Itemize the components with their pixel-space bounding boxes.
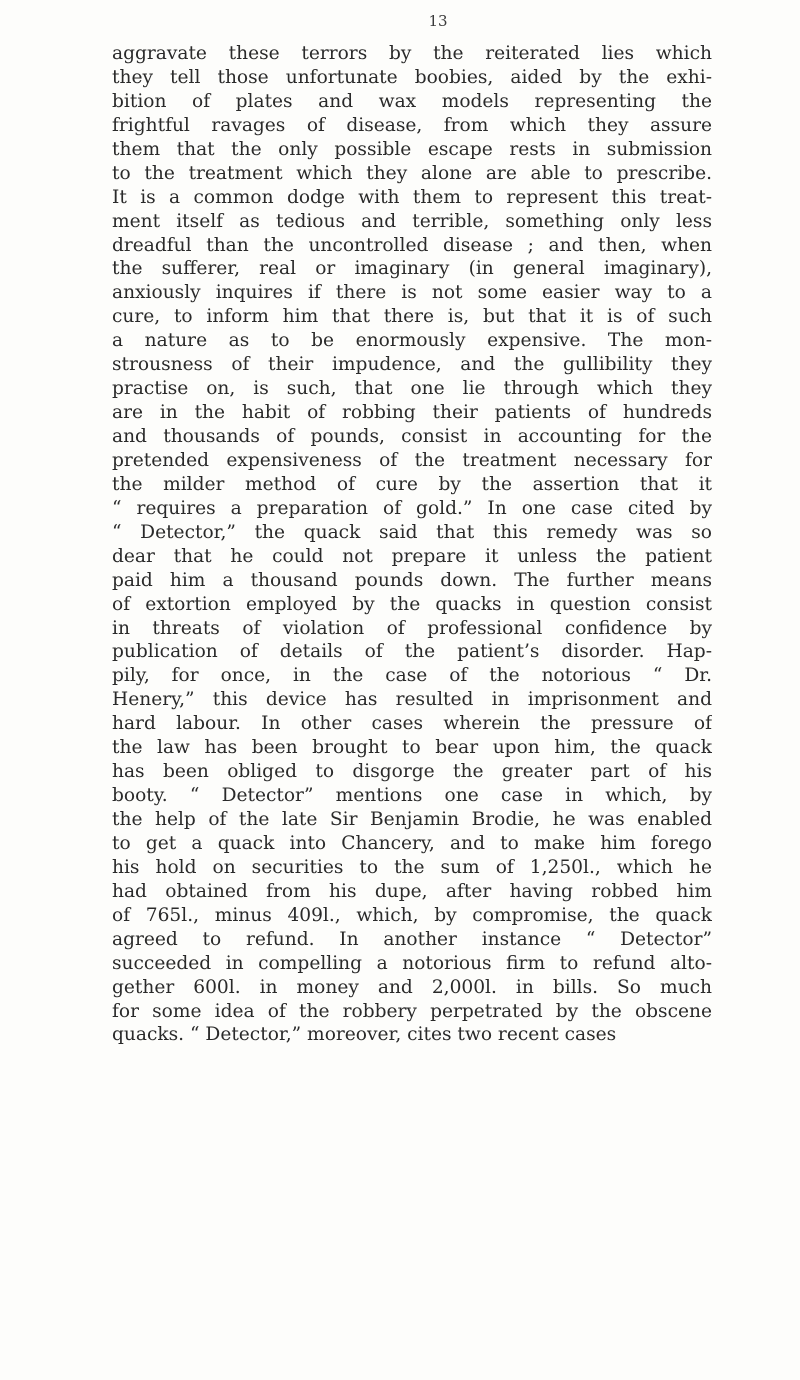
text-line: gether 600l. in money and 2,000l. in bills. So much	[112, 976, 712, 998]
text-line: are in the habit of robbing their patients of hundreds	[112, 402, 712, 424]
text-line: “ Detector,” the quack said that this remedy was so	[112, 521, 712, 543]
text-line: for some idea of the robbery perpetrated by the obscene	[112, 1000, 712, 1022]
text-line: aggravate these terrors by the reiterated lies which	[112, 43, 712, 64]
text-line: pretended expensiveness of the treatment necessary for	[112, 449, 712, 471]
text-line: a nature as to be enormously expensive. The mon-	[112, 330, 712, 352]
text-line: strousness of their impudence, and the gullibility they	[112, 354, 712, 376]
text-line: hard labour. In other cases wherein the pressure of	[112, 713, 712, 735]
text-line: of extortion employed by the quacks in question consist	[112, 593, 712, 615]
text-line: booty. “ Detector” mentions one case in which, by	[112, 785, 712, 807]
text-line: anxiously inquires if there is not some easier way to a	[112, 282, 712, 304]
text-line: of 765l., minus 409l., which, by compromise, the quack	[112, 904, 712, 926]
text-line: to get a quack into Chancery, and to make him forego	[112, 832, 712, 854]
text-line: had obtained from his dupe, after having robbed him	[112, 880, 712, 902]
text-line: to the treatment which they alone are able to prescribe.	[112, 162, 712, 184]
text-line: It is a common dodge with them to represent this treat-	[112, 186, 712, 208]
text-line: has been obliged to disgorge the greater part of his	[112, 761, 712, 783]
text-line: agreed to refund. In another instance “ Detector”	[112, 928, 712, 950]
text-line: frightful ravages of disease, from which they assure	[112, 114, 712, 136]
text-line: quacks. “ Detector,” moreover, cites two recent cases	[112, 1024, 617, 1046]
text-line: succeeded in compelling a notorious firm to refund alto-	[112, 952, 712, 974]
text-line: practise on, is such, that one lie through which they	[112, 378, 712, 400]
text-line: ment itself as tedious and terrible, something only less	[112, 210, 712, 232]
text-line: the milder method of cure by the assertion that it	[112, 473, 712, 495]
text-line: publication of details of the patient’s disorder. Hap-	[112, 641, 712, 663]
text-line: in threats of violation of professional confidence by	[112, 617, 712, 639]
text-line: dreadful than the uncontrolled disease ; and then, when	[112, 234, 712, 256]
page-number: 13	[428, 12, 448, 30]
text-line: them that the only possible escape rests in submission	[112, 138, 712, 160]
text-line: cure, to inform him that there is, but that it is of such	[112, 306, 712, 328]
text-line: dear that he could not prepare it unless the patient	[112, 545, 712, 567]
text-line: bition of plates and wax models representing the	[112, 90, 712, 112]
text-line: the sufferer, real or imaginary (in general imaginary),	[112, 258, 712, 280]
text-line: paid him a thousand pounds down. The further means	[112, 569, 712, 591]
text-line: Henery,” this device has resulted in imprisonment and	[112, 689, 712, 711]
body-text	[112, 42, 712, 1047]
text-line: and thousands of pounds, consist in accounting for the	[112, 426, 712, 447]
text-line: the help of the late Sir Benjamin Brodie, he was enabled	[112, 809, 712, 830]
text-line: pily, for once, in the case of the notorious “ Dr.	[112, 665, 712, 687]
text-line: the law has been brought to bear upon him, the quack	[112, 737, 712, 759]
text-line: “ requires a preparation of gold.” In one case cited by	[112, 497, 712, 519]
text-line: his hold on securities to the sum of 1,250l., which he	[112, 856, 712, 878]
text-line: they tell those unfortunate boobies, aided by the exhi-	[112, 66, 712, 88]
